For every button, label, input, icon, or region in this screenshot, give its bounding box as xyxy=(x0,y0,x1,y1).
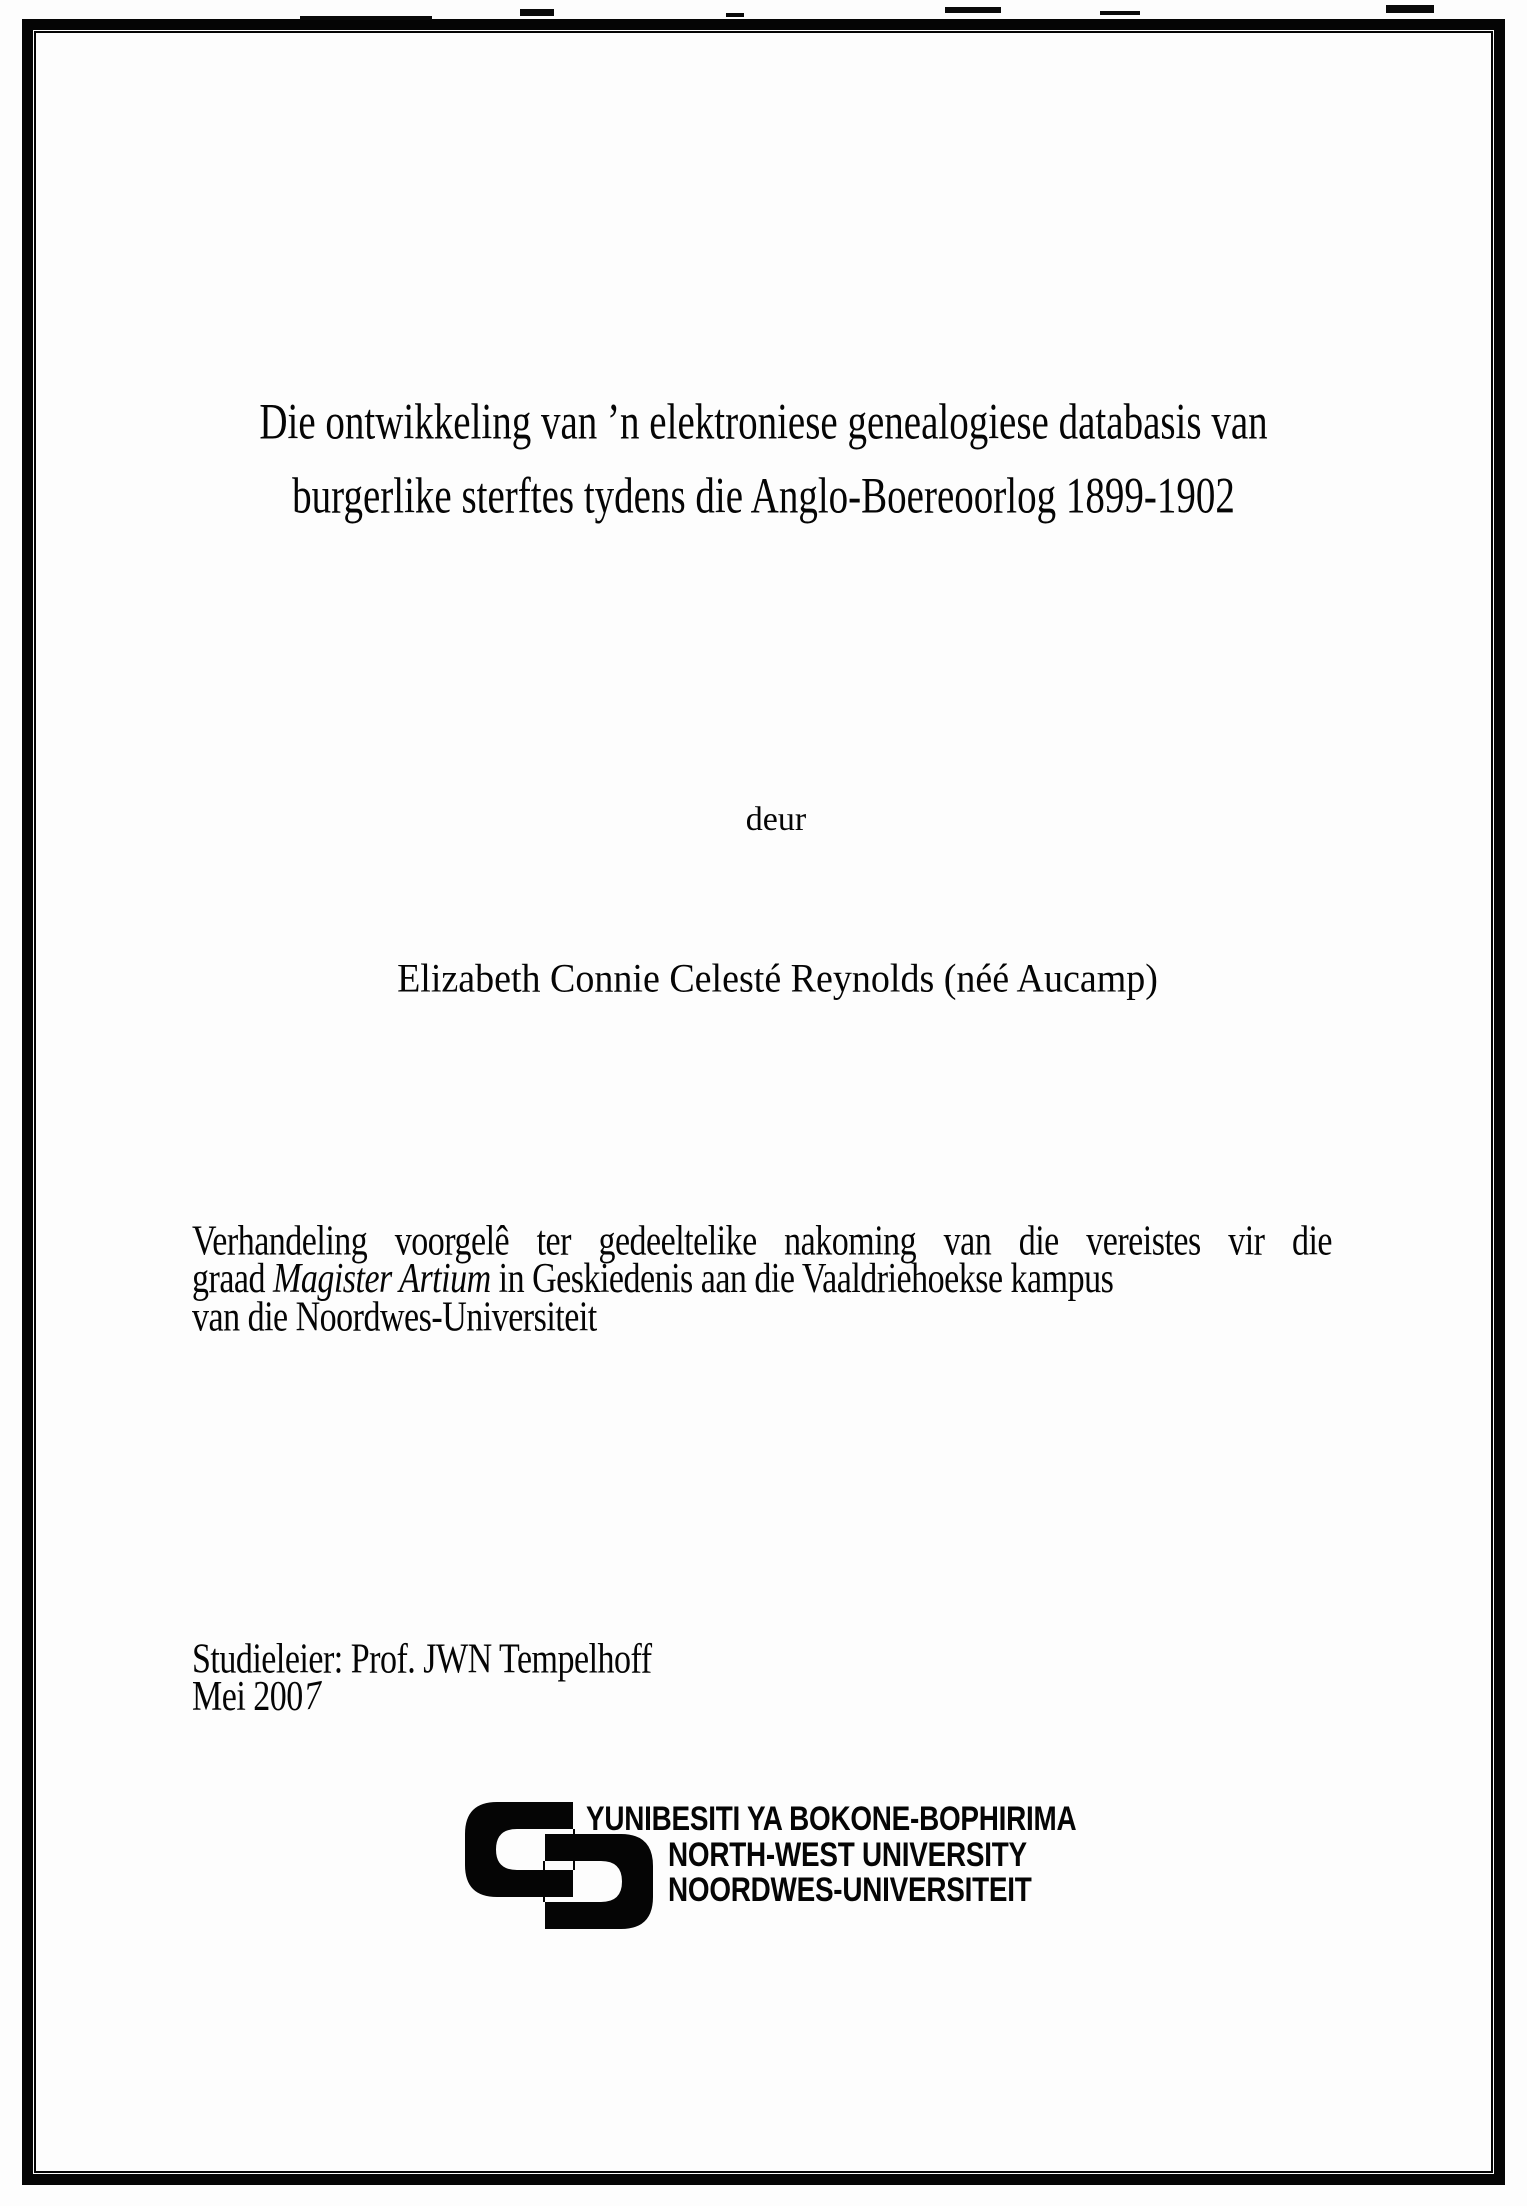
thesis-title xyxy=(0,385,1527,533)
byline: deur xyxy=(745,801,807,838)
scan-artifact xyxy=(300,16,432,20)
statement-line2-prefix: graad xyxy=(192,1256,274,1303)
statement-line2-suffix: in Geskiedenis aan die Vaaldriehoekse kampus xyxy=(490,1256,1114,1303)
date-line xyxy=(192,1673,1092,1721)
logo-line-setswana: YUNIBESITI YA BOKONE-BOPHIRIMA xyxy=(586,1800,1077,1838)
scan-artifact xyxy=(1386,5,1434,13)
thesis-title-line1: Die ontwikkeling van ’n elektroniese genealogiese databasis van xyxy=(259,394,1268,450)
logo-line-english: NORTH-WEST UNIVERSITY xyxy=(668,1835,1027,1874)
university-logo-wordmark xyxy=(586,1802,1160,1909)
thesis-statement xyxy=(192,1218,1332,1341)
scan-artifact xyxy=(726,13,744,17)
scan-artifact xyxy=(945,7,1001,13)
date-prefix: Mei 200 xyxy=(192,1674,303,1721)
supervisor-block xyxy=(192,1636,1092,1721)
date-last-digit: 7 xyxy=(302,1673,323,1721)
thesis-statement-line3: van die Noordwes-Universiteit xyxy=(192,1294,597,1341)
scan-artifact xyxy=(1100,11,1140,15)
thesis-statement-line1: Verhandeling voorgelê ter gedeeltelike nakoming van die vereistes vir die xyxy=(192,1218,1332,1265)
author-name: Elizabeth Connie Celesté Reynolds (néé Aucamp) xyxy=(397,957,1158,1002)
degree-name: Magister Artium xyxy=(273,1256,491,1303)
supervisor-line: Studieleier: Prof. JWN Tempelhoff xyxy=(192,1636,652,1683)
logo-line-afrikaans: NOORDWES-UNIVERSITEIT xyxy=(668,1871,1032,1909)
thesis-title-line2: burgerlike sterftes tydens die Anglo-Boereoorlog 1899-1902 xyxy=(292,468,1235,525)
scan-artifact xyxy=(520,9,554,16)
